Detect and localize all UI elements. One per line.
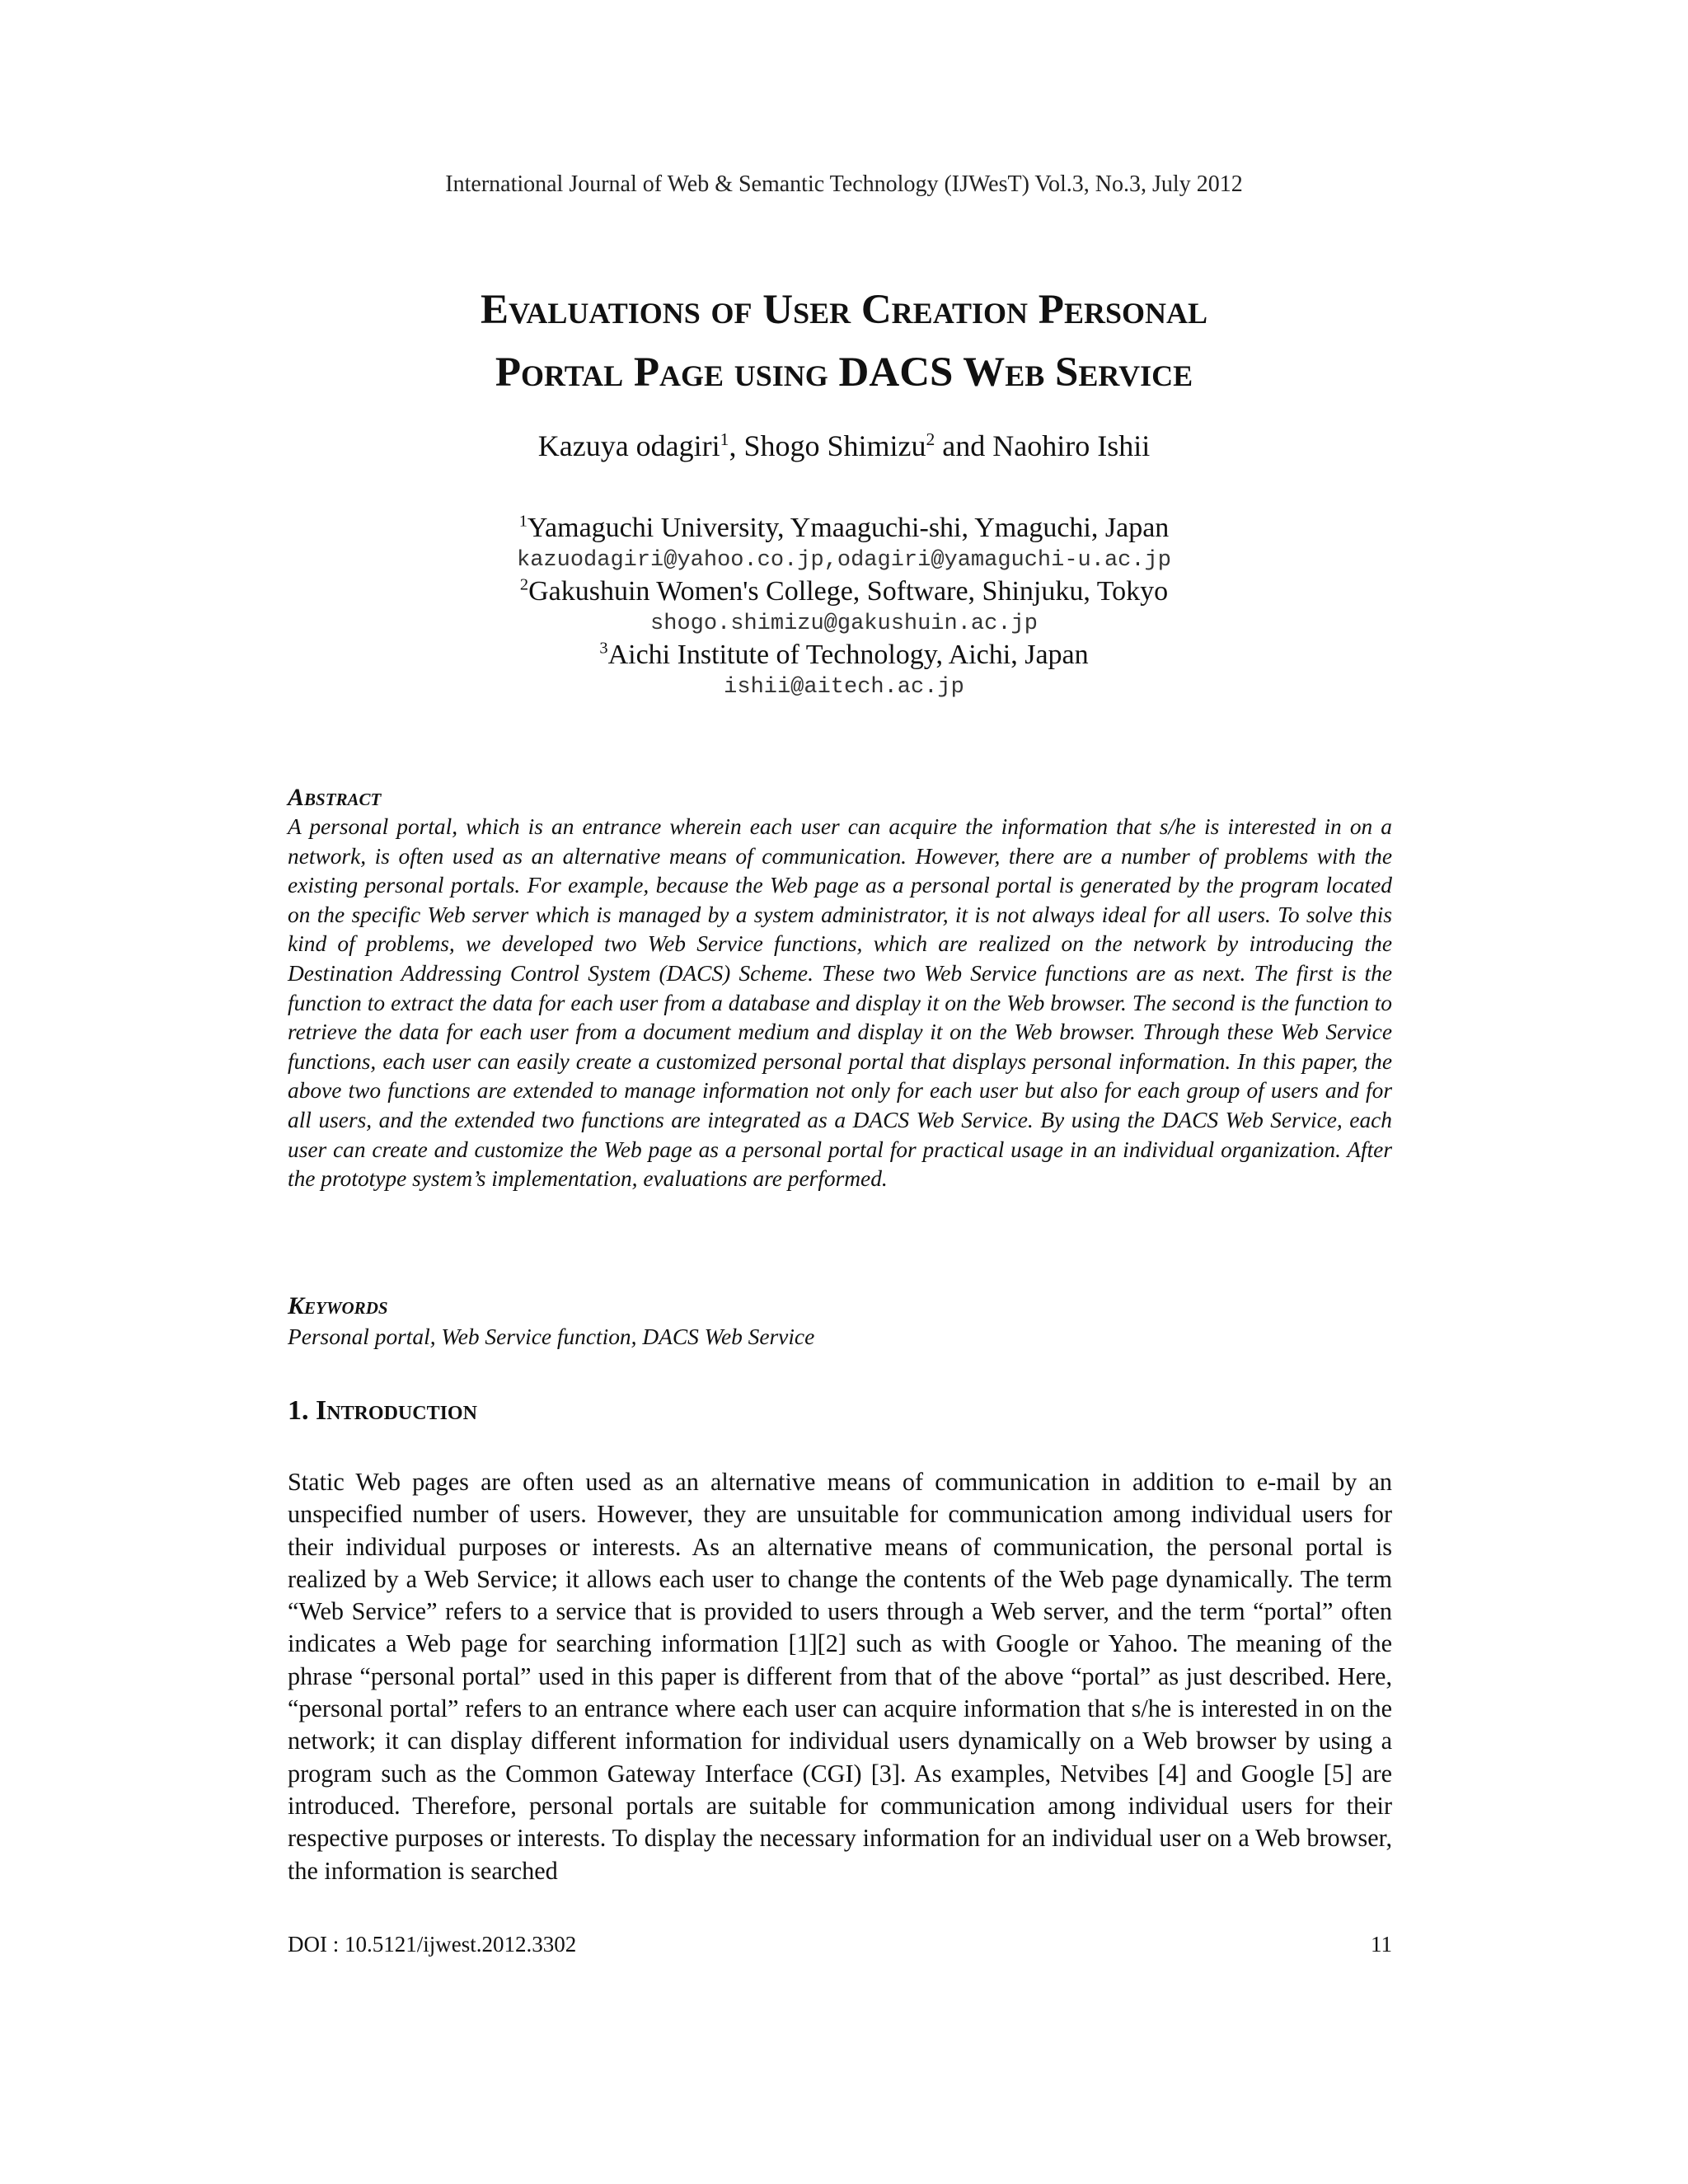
author-affiliation-mark: 2 [926,429,935,449]
affiliation-2 [0,574,1688,609]
page-number: 11 [1371,1932,1392,1957]
abstract-heading: Abstract [288,784,382,811]
doi: DOI : 10.5121/ijwest.2012.3302 [288,1932,577,1957]
keywords-heading: Keywords [288,1292,388,1319]
affiliation-1-email: kazuodagiri@yahoo.co.jp,odagiri@yamaguchi-u.ac.jp [517,548,1171,573]
affiliation-2-email: shogo.shimizu@gakushuin.ac.jp [650,612,1038,636]
author-list [0,425,1688,466]
author-name: Kazuya odagiri [537,429,720,462]
keywords-text: Personal portal, Web Service function, DACS Web Service [288,1324,815,1349]
affiliation-name: Aichi Institute of Technology, Aichi, Japan [607,640,1089,670]
author-separator: , [729,429,744,462]
affiliation-mark: 1 [518,512,528,531]
author-affiliation-mark: 1 [720,429,729,449]
affiliation-3-email: ishii@aitech.ac.jp [724,675,964,700]
introduction-heading: 1. Introduction [288,1395,477,1426]
page-footer [288,1930,1392,1958]
affiliation-name: Yamaguchi University, Ymaaguchi-shi, Ymaguchi, Japan [527,513,1170,543]
affiliation-3 [0,638,1688,673]
paper-title [206,279,1482,404]
affiliation-name: Gakushuin Women's College, Software, Shinjuku, Tokyo [528,576,1169,607]
introduction-text: Static Web pages are often used as an alternative means of communication in addition to e-mail by an unspecified number of users. However, they are unsuitable for communication among individual users for their individual purposes or interests. As an alternative means of communication, the personal portal is realized by a Web Service; it allows each user to change the contents of the Web page dynamically. The term “Web Service” refers to a service that is provided to users through a Web server, and the term “portal” often indicates a Web page for searching information [1][2] such as with Google or Yahoo. The meaning of the phrase “personal portal” used in this paper is different from that of the above “portal” as just described. Here, “personal portal” refers to an entrance where each user can acquire information that s/he is interested in on the network; it can display different information for individual users dynamically on a Web browser by using a program such as the Common Gateway Interface (CGI) [3]. As examples, Netvibes [4] and Google [5] are introduced. Therefore, personal portals are suitable for communication among individual users for their respective purposes or interests. To display the necessary information for an individual user on a Web browser, the information is searched [288,1468,1392,1885]
title-line-2: Portal Page using DACS Web Service [495,349,1193,396]
affiliation-mark: 2 [519,575,529,594]
running-head: International Journal of Web & Semantic Technology (IJWesT) Vol.3, No.3, July 2012 [445,171,1243,197]
author-name: Shogo Shimizu [743,429,926,462]
affiliation-mark: 3 [599,639,608,658]
title-line-1: Evaluations of User Creation Personal [481,287,1207,333]
abstract-text: A personal portal, which is an entrance wherein each user can acquire the information that s/he is interested in on a network, is often used as an alternative means of communication. However, there are a number of problems with the existing personal portals. For example, because the Web page as a personal portal is generated by the program located on the specific Web server which is managed by a system administrator, it is not always ideal for all users. To solve this kind of problems, we developed two Web Service functions, which are realized on the network by introducing the Destination Addressing Control System (DACS) Scheme. These two Web Service functions are as next. The first is the function to extract the data for each user from a database and display it on the Web browser. The second is the function to retrieve the data for each user from a document medium and display it on the Web browser. Through these Web Service functions, each user can easily create a customized personal portal that displays personal information. In this paper, the above two functions are extended to manage information not only for each user but also for each group of users and for all users, and the extended two functions are integrated as a DACS Web Service. By using the DACS Web Service, each user can create and customize the Web page as a personal portal for practical usage in an individual organization. After the prototype system’s implementation, evaluations are performed. [288,814,1392,1192]
author-name: Naohiro Ishii [992,429,1151,462]
affiliation-1 [0,511,1688,546]
author-separator: and [935,429,993,462]
